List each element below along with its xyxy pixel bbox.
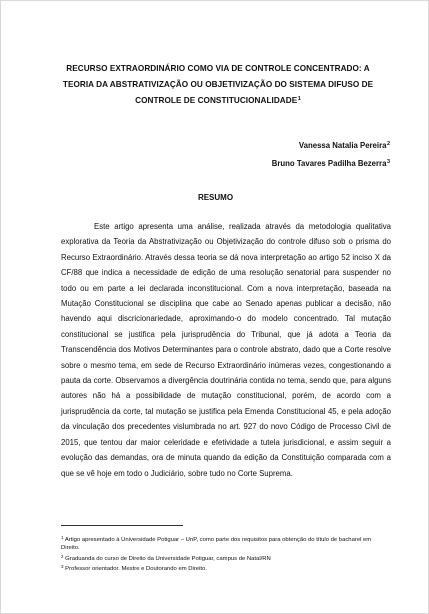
footnote-text: Artigo apresentado à Universidade Potiguar – UnP, como parte dos requisitos para obtenção do título de bacharel em Direito.: [61, 537, 372, 551]
footnote: [61, 563, 391, 574]
footnote-mark: 3: [386, 159, 390, 165]
abstract-body: Este artigo apresenta uma análise, realizada através da metodologia qualitativa explorativa da Teoria da Abstrativização ou Objetivização do controle difuso sob o prisma do Recurso Extraordinário. Através dessa teoria se dá nova interpretação ao artigo 52 inciso X da CF/88 que indica a necessidade de edição de uma resolução senatorial para suspender no todo ou em parte a lei declarada inconstitucional. Com a nova interpretação, baseada na Mutação Constitucional se disciplina que cabe ao Senado apenas publicar a decisão, não havendo aqui discricionariedade, aproximando-o do modelo concentrado. Tal mutação constitucional se justifica pela jurisprudência do Tribunal, que já adota a Teoria da Transcendência dos Motivos Determinantes para o controle abstrato, dado que a Corte resolve sobre o mesmo tema, em sede de Recurso Extraordinário inúmeras vezes, congestionando a pauta da corte. Observamos a divergência doutrinária contida no tema, sendo que, para alguns autores não há a possibilidade de mutação constitucional, porém, de acordo com a jurisprudência da corte, tal mutação se justifica pela Emenda Constitucional 45, e pela adoção da vinculação dos precedentes vislumbrada no art. 927 do novo Código de Processo Civil de 2015, que tentou dar maior celeridade e efetividade a tutela jurisdicional, e assim seguir a evolução das demandas, ora de minuta quando da edição da Constituição comparada com a que se vê hoje em todo o Judiciário, sobre tudo no Corte Suprema.: [61, 222, 391, 478]
author-name: Bruno Tavares Padilha Bezerra: [271, 159, 387, 168]
footnote: [61, 553, 391, 564]
author-name: Vanessa Natalia Pereira: [298, 141, 387, 150]
footnotes: [61, 525, 391, 574]
author: [272, 136, 390, 154]
author: [272, 154, 390, 172]
footnote-text: Professor orientador. Mestre e Doutorando em Direito.: [63, 566, 207, 573]
footnote-mark: 2: [386, 141, 390, 147]
title-line: [53, 92, 383, 109]
title-line: TEORIA DA ABSTRATIVIZAÇÃO OU OBJETIVIZAÇÃO DO SISTEMA DIFUSO DE: [62, 79, 374, 89]
footnote: [61, 534, 391, 553]
footnote-mark: 1: [61, 535, 64, 540]
title-line: RECURSO EXTRAORDINÁRIO COMO VIA DE CONTROLE CONCENTRADO: A: [66, 64, 370, 73]
footnote-mark: 2: [61, 553, 64, 559]
author-list: [272, 136, 390, 172]
paper-title: [53, 61, 383, 109]
title-line-text: CONTROLE DE CONSTITUCIONALIDADE: [135, 96, 298, 105]
abstract-heading: RESUMO: [197, 193, 234, 202]
footnote-text: Graduanda do curso de Direito da Universidade Potiguar, campus de Natal/RN: [63, 555, 271, 562]
footnote-divider: [61, 525, 183, 526]
footnote-mark: 1: [297, 96, 301, 102]
footnote-mark: 3: [61, 564, 64, 570]
